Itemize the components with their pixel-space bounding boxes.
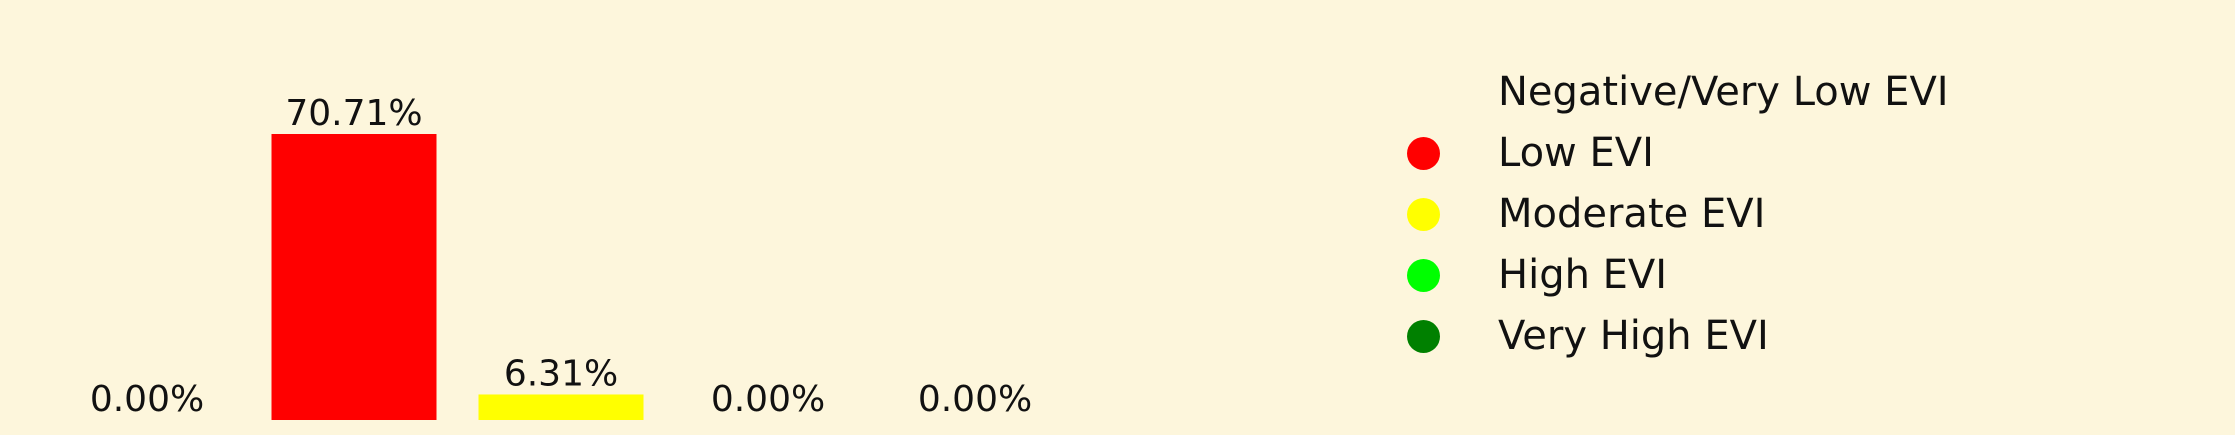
data-label-high-evi: 0.00% — [710, 379, 826, 420]
legend-label-negative-very-low: Negative/Very Low EVI — [1498, 69, 1949, 115]
legend-label-very-high: Very High EVI — [1498, 313, 1769, 359]
data-label-low-evi: 70.71% — [285, 93, 423, 134]
legend-item-very-high — [1395, 306, 1769, 367]
legend-swatch-moderate — [1407, 198, 1440, 231]
legend-swatch-low — [1407, 137, 1440, 170]
legend-swatch-negative-very-low — [1407, 76, 1440, 109]
bar-low-evi — [272, 134, 437, 420]
data-label-moderate-evi: 6.31% — [503, 353, 619, 395]
legend-swatch-very-high — [1407, 320, 1440, 353]
chart-legend — [1395, 62, 1949, 367]
data-label-negative-very-low-evi: 0.00% — [89, 379, 205, 420]
legend-label-moderate: Moderate EVI — [1498, 191, 1766, 237]
legend-item-low — [1395, 123, 1654, 184]
legend-item-high — [1395, 245, 1668, 306]
legend-item-negative-very-low — [1395, 62, 1949, 123]
legend-item-moderate — [1395, 184, 1766, 245]
bar-moderate-evi — [479, 394, 644, 420]
legend-label-low: Low EVI — [1498, 130, 1654, 176]
data-label-very-high-evi: 0.00% — [917, 379, 1033, 420]
legend-swatch-high — [1407, 259, 1440, 292]
legend-label-high: High EVI — [1498, 252, 1668, 298]
